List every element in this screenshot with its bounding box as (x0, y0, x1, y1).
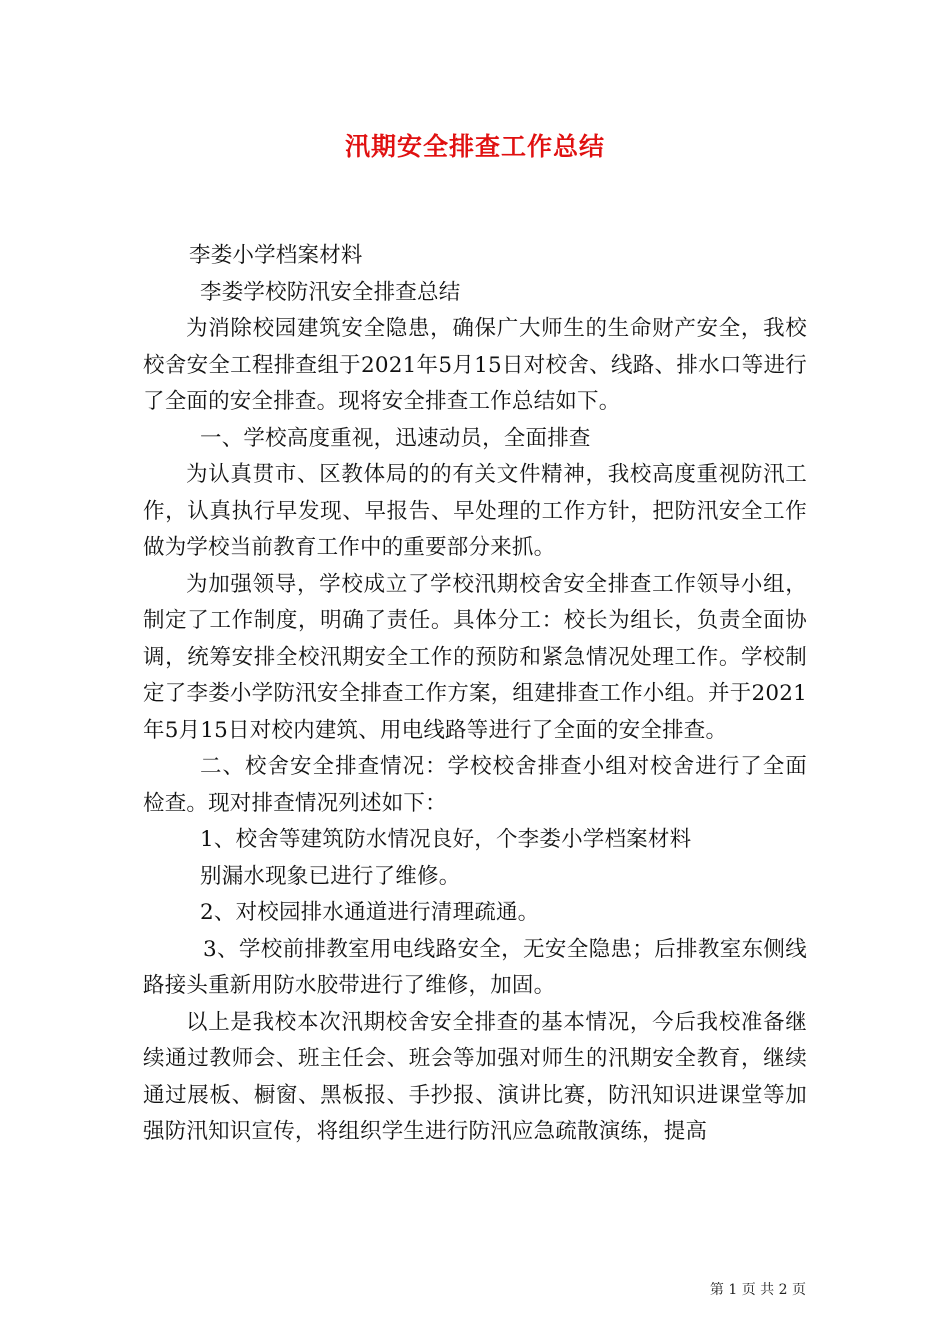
document-title: 汛期安全排查工作总结 (344, 132, 605, 161)
paragraph-intro: 为消除校园建筑安全隐患，确保广大师生的生命财产安全，我校校舍安全工程排查组于2021年5月15日对校舍、线路、排水口等进行了全面的安全排查。现将安全排查工作总结如下。 (143, 316, 807, 414)
paragraph-section-two-heading: 二、校舍安全排查情况：学校校舍排查小组对校舍进行了全面检查。现对排查情况列述如下： (143, 754, 807, 816)
list-item-3: 3、学校前排教室用电线路安全，无安全隐患；后排教室东侧线路接头重新用防水胶带进行了维修，加固。 (143, 936, 807, 998)
list-item-2: 2、对校园排水通道进行清理疏通。 (200, 900, 540, 925)
paragraph-section-one-body-2: 为加强领导，学校成立了学校汛期校舍安全排查工作领导小组，制定了工作制度，明确了责任。具体分工：校长为组长，负责全面协调，统筹安排全校汛期安全工作的预防和紧急情况处理工作。学校制定了李娄小学防汛安全排查工作方案，组建排查工作小组。并于2021年5月15日对校内建筑、用电线路等进行了全面的安全排查。 (143, 571, 807, 743)
page-number-footer: 第 1 页 共 2 页 (709, 1282, 806, 1298)
list-item-1-continued: 别漏水现象已进行了维修。 (200, 863, 461, 889)
paragraph-subtitle: 李娄学校防汛安全排查总结 (200, 279, 461, 305)
paragraph-section-one-heading: 一、学校高度重视，迅速动员，全面排查 (200, 425, 591, 451)
document-body (143, 238, 807, 1151)
paragraph-conclusion: 以上是我校本次汛期校舍安全排查的基本情况，今后我校准备继续通过教师会、班主任会、班会等加强对师生的汛期安全教育，继续通过展板、橱窗、黑板报、手抄报、演讲比赛，防汛知识进课堂等加强防汛知识宣传，将组织学生进行防汛应急疏散演练，提高 (143, 1009, 807, 1144)
list-item-1: 1、校舍等建筑防水情况良好，个李娄小学档案材料 (200, 827, 692, 852)
paragraph-section-one-body-1: 为认真贯市、区教体局的的有关文件精神，我校高度重视防汛工作，认真执行早发现、早报告、早处理的工作方针，把防汛安全工作做为学校当前教育工作中的重要部分来抓。 (143, 462, 807, 560)
paragraph-archive-label: 李娄小学档案材料 (189, 243, 363, 268)
